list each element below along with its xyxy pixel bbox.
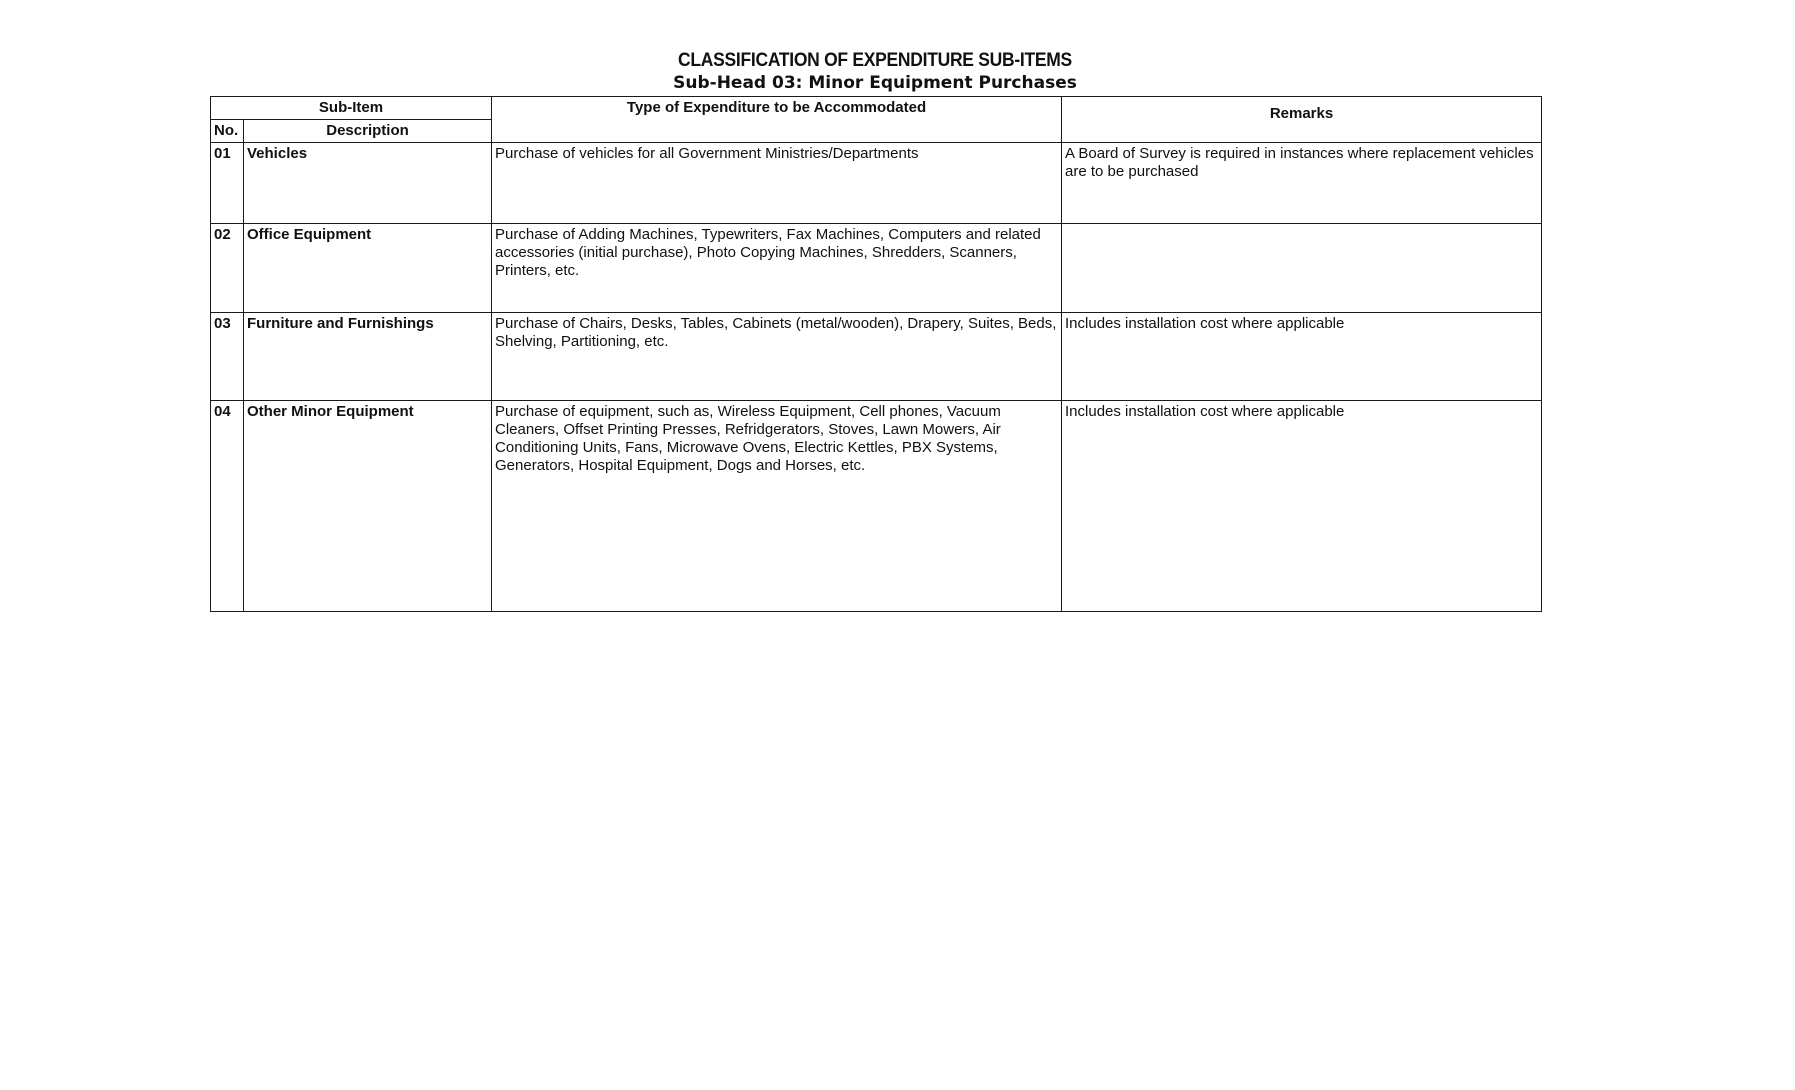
title-block <box>210 50 1540 94</box>
row-remarks: Includes installation cost where applicable <box>1062 313 1542 401</box>
row-remarks <box>1062 224 1542 313</box>
row-description: Furniture and Furnishings <box>244 313 492 401</box>
classification-table <box>210 96 1542 612</box>
row-no: 02 <box>211 224 244 313</box>
header-no: No. <box>211 120 244 143</box>
row-no: 01 <box>211 143 244 224</box>
row-type: Purchase of Adding Machines, Typewriters, Fax Machines, Computers and related accessories (initial purchase), Photo Copying Machines, Shredders, Scanners, Printers, etc. <box>492 224 1062 313</box>
row-remarks: A Board of Survey is required in instances where replacement vehicles are to be purchased <box>1062 143 1542 224</box>
table-row <box>211 224 1542 313</box>
row-no: 04 <box>211 401 244 612</box>
row-remarks: Includes installation cost where applicable <box>1062 401 1542 612</box>
header-row-top <box>211 97 1542 120</box>
row-no: 03 <box>211 313 244 401</box>
header-remarks: Remarks <box>1062 97 1542 143</box>
row-type: Purchase of Chairs, Desks, Tables, Cabinets (metal/wooden), Drapery, Suites, Beds, Shelving, Partitioning, etc. <box>492 313 1062 401</box>
table-row <box>211 143 1542 224</box>
row-type: Purchase of vehicles for all Government Ministries/Departments <box>492 143 1062 224</box>
row-description: Other Minor Equipment <box>244 401 492 612</box>
header-sub-item: Sub-Item <box>211 97 492 120</box>
header-type: Type of Expenditure to be Accommodated <box>492 97 1062 143</box>
row-description: Office Equipment <box>244 224 492 313</box>
document-title: CLASSIFICATION OF EXPENDITURE SUB-ITEMS <box>678 50 1072 71</box>
table-row <box>211 313 1542 401</box>
table-row <box>211 401 1542 612</box>
row-type: Purchase of equipment, such as, Wireless Equipment, Cell phones, Vacuum Cleaners, Offset Printing Presses, Refridgerators, Stoves, Lawn Mowers, Air Conditioning Units, Fans, Microwave Ovens, Electric Kettles, PBX Systems, Generators, Hospital Equipment, Dogs and Horses, etc. <box>492 401 1062 612</box>
header-description: Description <box>244 120 492 143</box>
row-description: Vehicles <box>244 143 492 224</box>
document-subtitle: Sub-Head 03: Minor Equipment Purchases <box>673 73 1077 93</box>
